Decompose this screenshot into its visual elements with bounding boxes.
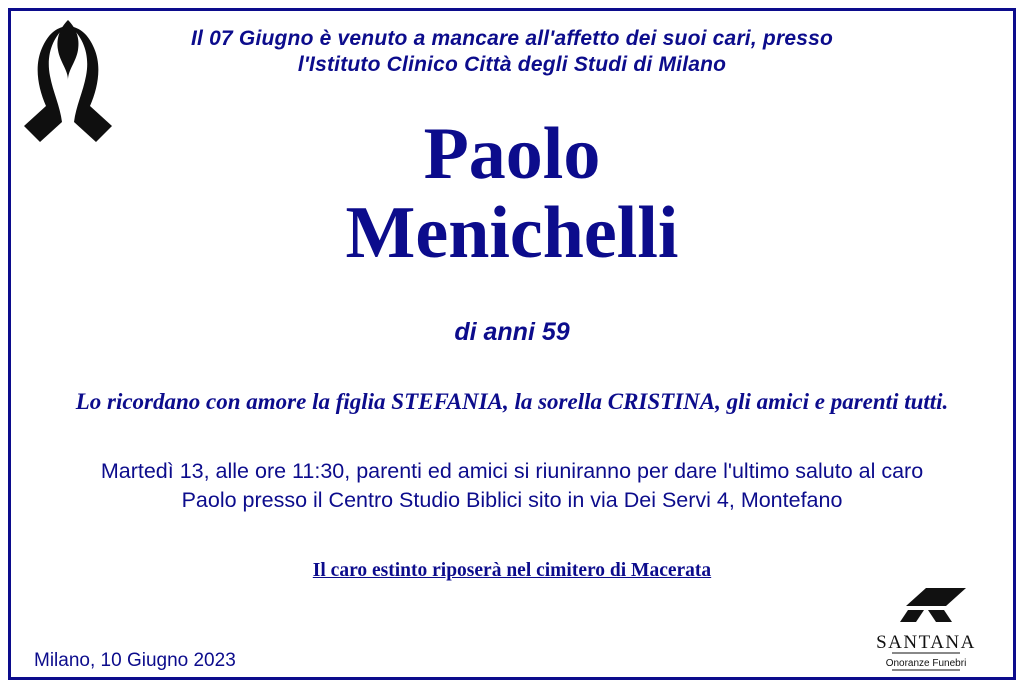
deceased-first-name: Paolo bbox=[423, 112, 601, 195]
deceased-last-name: Menichelli bbox=[345, 192, 679, 275]
notice-header bbox=[34, 26, 990, 79]
remembered-by-text: Lo ricordano con amore la figlia STEFANIA, la sorella CRISTINA, gli amici e parenti tutti. bbox=[75, 389, 949, 415]
deceased-age: di anni 59 bbox=[454, 318, 570, 347]
notice-header-line-1: Il 07 Giugno è venuto a mancare all'affetto dei suoi cari, presso bbox=[191, 27, 833, 50]
funeral-home-logo bbox=[862, 582, 990, 678]
place-and-date: Milano, 10 Giugno 2023 bbox=[34, 650, 236, 672]
cemetery-note: Il caro estinto riposerà nel cimitero di Macerata bbox=[312, 560, 712, 582]
ceremony-line-2: Paolo presso il Centro Studio Biblici sito in via Dei Servi 4, Montefano bbox=[181, 487, 843, 512]
notice-footer bbox=[34, 582, 990, 678]
svg-text:SANTANA: SANTANA bbox=[876, 632, 976, 654]
ceremony-line-1: Martedì 13, alle ore 11:30, parenti ed amici si riuniranno per dare l'ultimo saluto al caro bbox=[100, 459, 924, 484]
ceremony-details bbox=[34, 457, 990, 514]
deceased-name bbox=[34, 112, 990, 275]
notice-header-line-2: l'Istituto Clinico Città degli Studi di Milano bbox=[297, 53, 727, 77]
svg-text:Onoranze Funebri: Onoranze Funebri bbox=[885, 658, 967, 670]
mourning-ribbon-icon bbox=[22, 14, 114, 142]
notice-content bbox=[8, 8, 1016, 680]
